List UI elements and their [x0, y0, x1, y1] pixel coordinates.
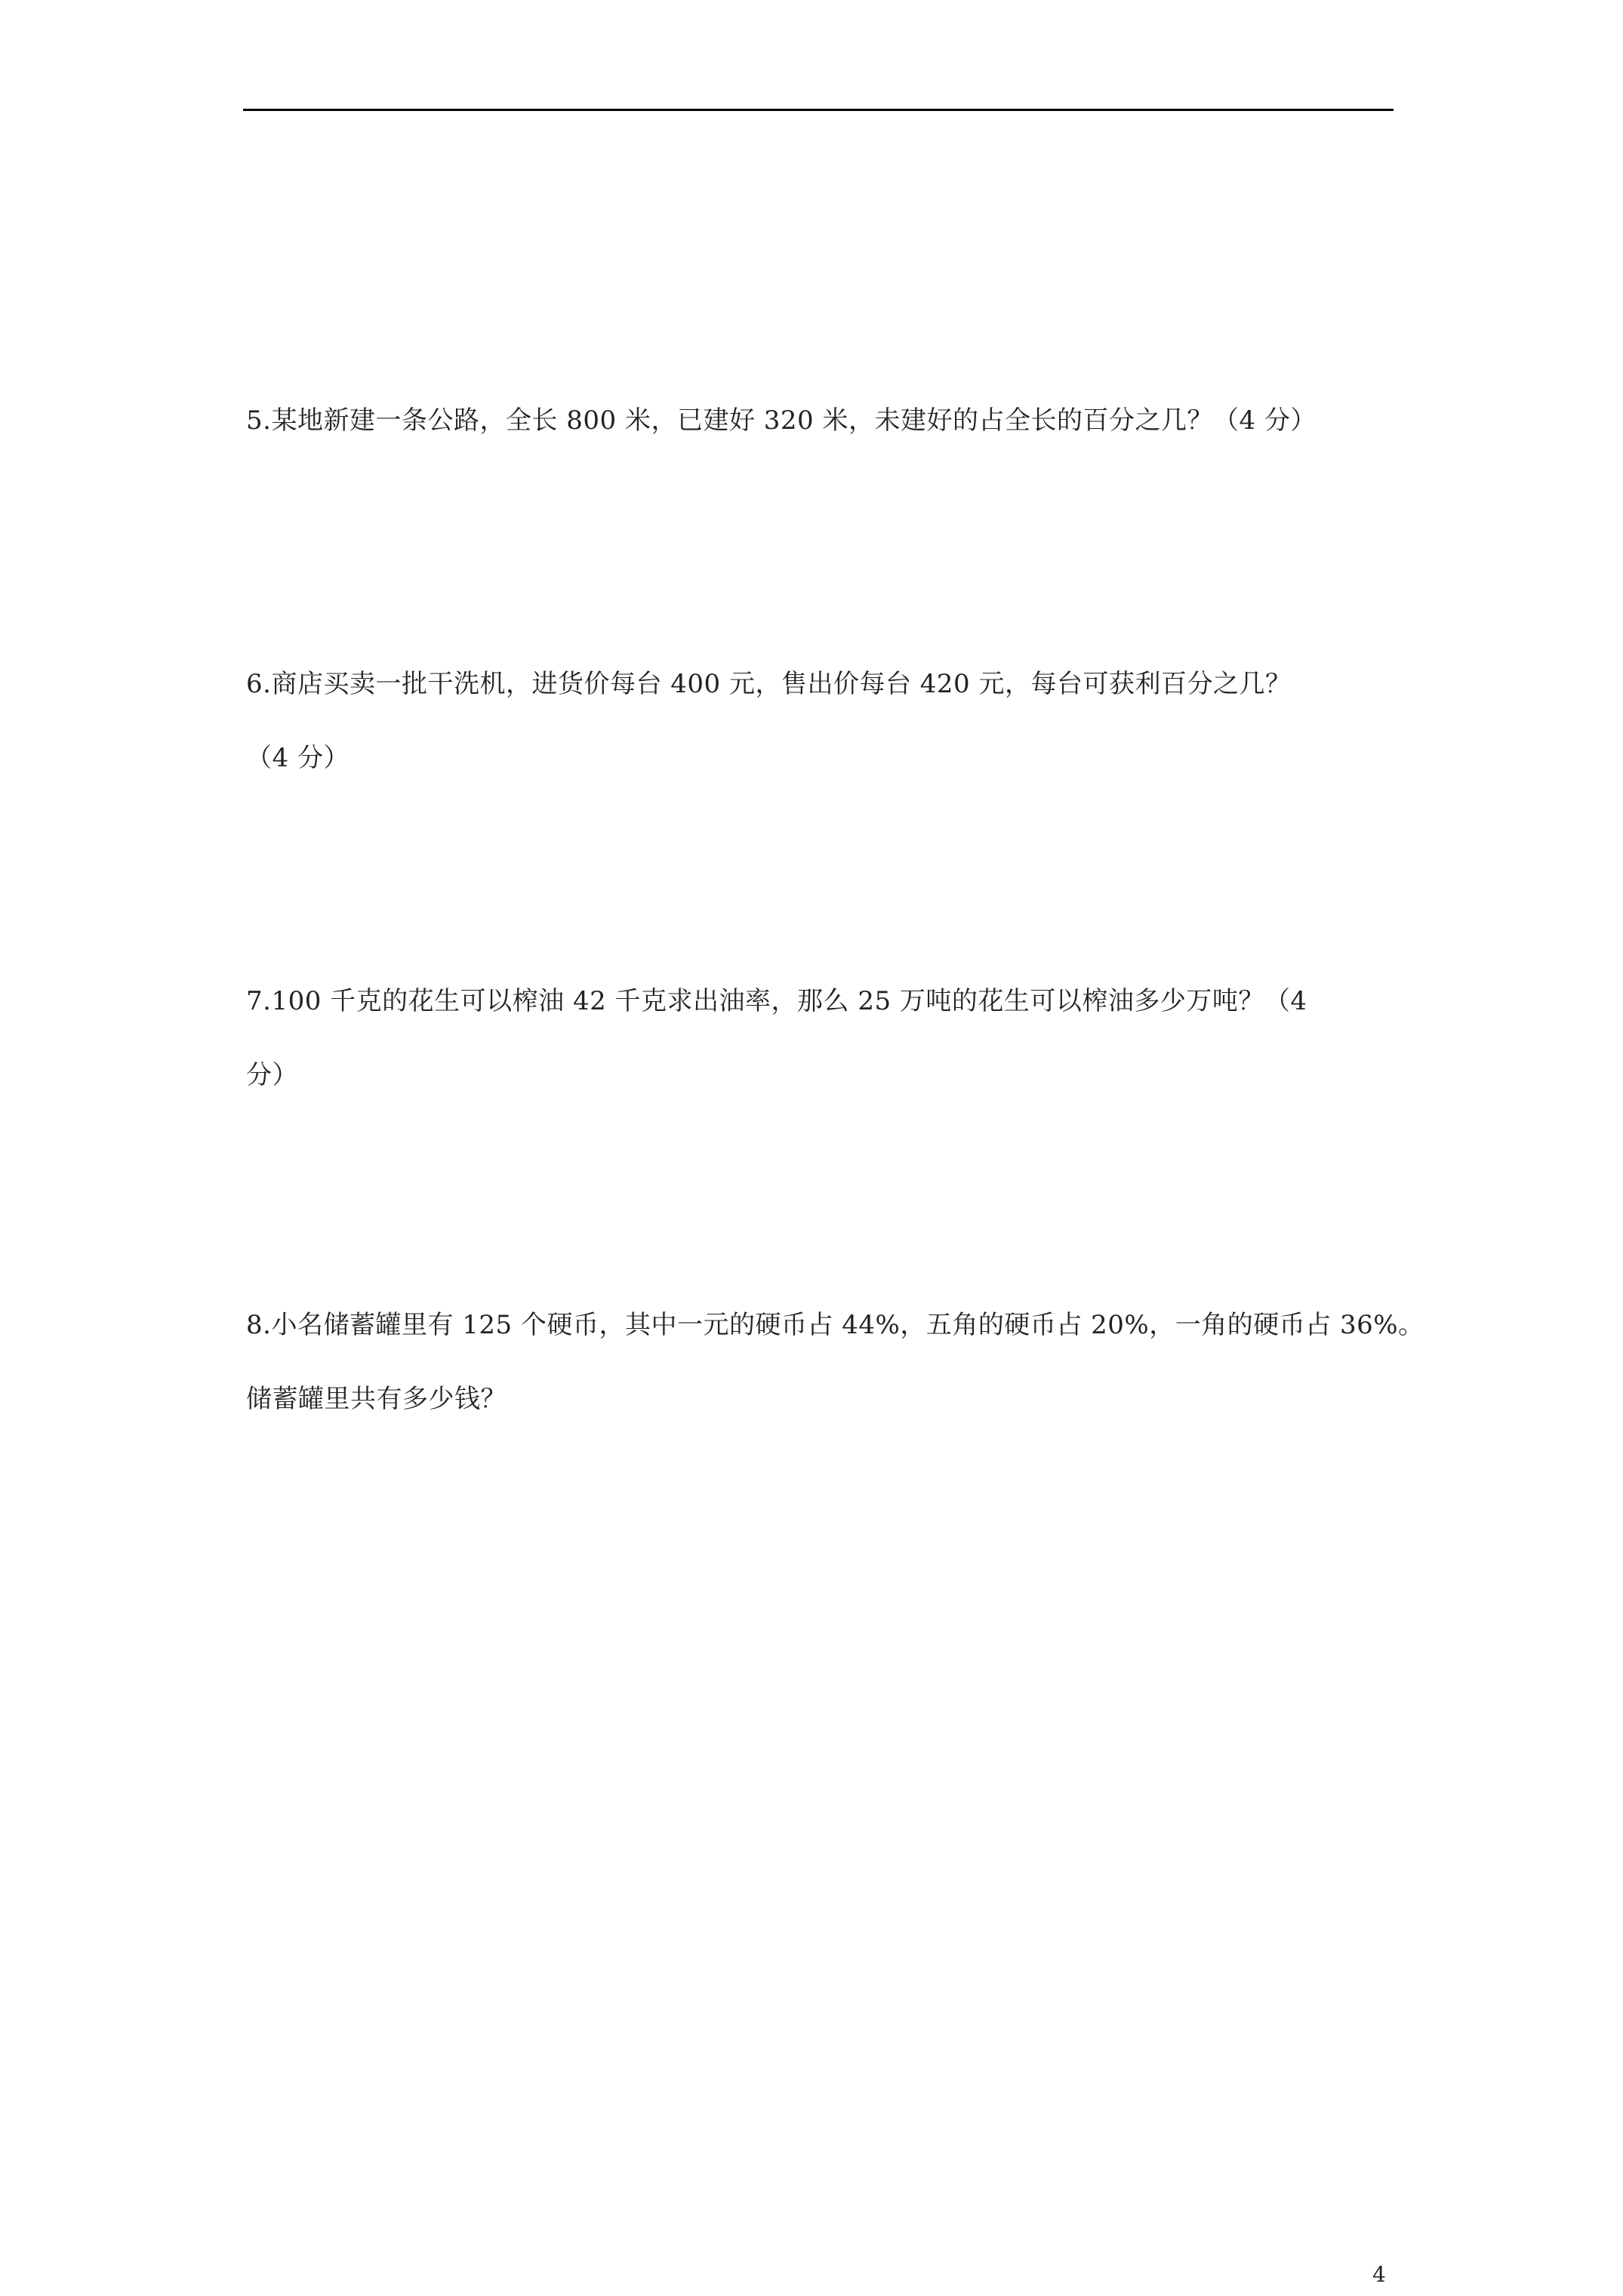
question-7-line-1: 7.100 千克的花生可以榨油 42 千克求出油率，那么 25 万吨的花生可以榨油多少万吨？（4 — [246, 986, 1307, 1016]
header-rule — [243, 109, 1394, 111]
question-6-line-2: （4 分） — [246, 743, 350, 773]
question-6 — [246, 647, 1394, 795]
question-8-line-1: 8.小名储蓄罐里有 125 个硬币，其中一元的硬币占 44%，五角的硬币占 20%，一角的硬币占 36%。 — [246, 1310, 1424, 1340]
question-7-line-2: 分） — [246, 1060, 298, 1090]
question-8 — [246, 1288, 1424, 1436]
question-7 — [246, 964, 1394, 1112]
question-5-line-1: 5.某地新建一条公路，全长 800 米，已建好 320 米，未建好的占全长的百分之几？（4 分） — [246, 405, 1317, 436]
question-6-line-1: 6.商店买卖一批干洗机，进货价每台 400 元，售出价每台 420 元，每台可获利百分之几？ — [246, 669, 1292, 699]
question-8-line-2: 储蓄罐里共有多少钱？ — [246, 1384, 507, 1414]
page-number: 4 — [1372, 2262, 1386, 2287]
question-5 — [246, 384, 1394, 458]
